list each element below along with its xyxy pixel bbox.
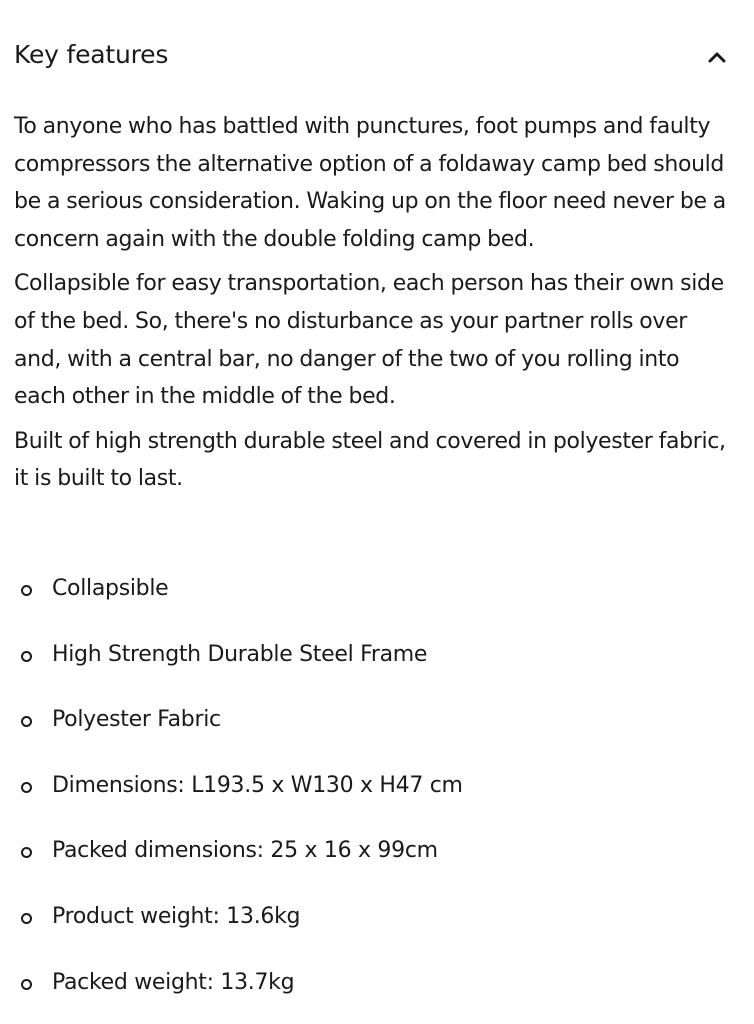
feature-item <box>0 622 754 688</box>
feature-text: Dimensions: L193.5 x W130 x H47 cm <box>52 772 463 798</box>
bullet-icon <box>21 585 32 596</box>
bullet-icon <box>21 651 32 662</box>
feature-text: Product weight: 13.6kg <box>52 903 301 929</box>
feature-item <box>0 950 754 1016</box>
description-paragraph: Built of high strength durable steel and covered in polyester fabric, it is built to last. <box>14 428 726 492</box>
feature-text: Polyester Fabric <box>52 707 221 733</box>
feature-item <box>0 687 754 753</box>
feature-item <box>0 818 754 884</box>
bullet-icon <box>21 979 32 990</box>
description-paragraph: To anyone who has battled with punctures, foot pumps and faulty compressors the alternative option of a foldaway camp bed should be a serious consideration. Waking up on the floor need never be a concern again with the double folding camp bed. <box>14 114 726 252</box>
feature-text: Packed weight: 13.7kg <box>52 969 295 995</box>
collapse-toggle-button[interactable] <box>700 40 734 74</box>
feature-item <box>0 884 754 950</box>
chevron-up-icon <box>700 40 734 74</box>
description-paragraph: Collapsible for easy transportation, each person has their own side of the bed. So, there's no disturbance as your partner rolls over and, with a central bar, no danger of the two of you rolling into each other in the middle of the bed. <box>14 271 724 410</box>
features-list <box>0 556 754 1015</box>
feature-text: High Strength Durable Steel Frame <box>52 641 428 667</box>
key-features-content <box>14 108 736 505</box>
feature-item <box>0 556 754 622</box>
key-features-header[interactable] <box>0 0 754 110</box>
feature-text: Collapsible <box>52 576 169 601</box>
feature-text: Packed dimensions: 25 x 16 x 99cm <box>52 838 438 864</box>
section-title: Key features <box>14 40 169 69</box>
bullet-icon <box>21 716 32 727</box>
feature-item <box>0 753 754 819</box>
bullet-icon <box>21 913 32 924</box>
bullet-icon <box>21 847 32 858</box>
bullet-icon <box>21 782 32 793</box>
